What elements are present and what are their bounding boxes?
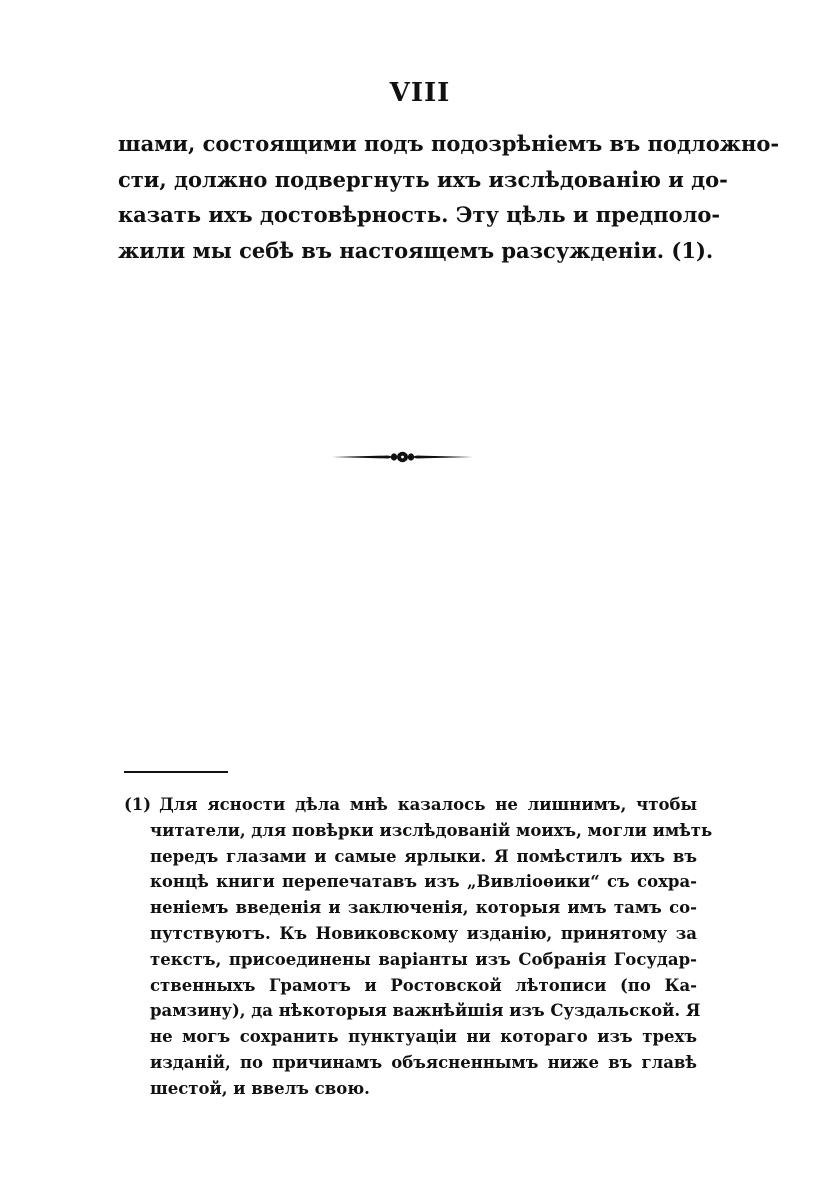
footnote-line: не могъ сохранить пунктуаціи ни котораго изъ трехъ — [150, 1027, 697, 1047]
footnote-line: ственныхъ Грамотъ и Ростовской лѣтописи (по Ка- — [150, 975, 697, 995]
footnote-line: путствуютъ. Къ Новиковскому изданію, принятому за — [150, 923, 697, 943]
main-text-block — [118, 126, 780, 268]
page-number: VIII — [389, 78, 451, 108]
footnote-line-text: Для ясности дѣла мнѣ казалось не лишнимъ, чтобы — [159, 795, 697, 814]
footnote-line: читатели, для повѣрки изслѣдованій моихъ, могли имѣть — [150, 820, 713, 840]
main-text-line: жили мы себѣ въ настоящемъ разсужденіи. (1). — [118, 237, 714, 263]
footnote-line: концѣ книги перепечатавъ изъ „Вивліоѳики“ съ сохра- — [150, 872, 697, 892]
main-text-line: сти, должно подвергнуть ихъ изслѣдованію и до- — [118, 166, 728, 192]
footnote-divider — [124, 771, 228, 773]
footnote-line: передъ глазами и самые ярлыки. Я помѣстилъ ихъ въ — [150, 846, 697, 866]
footnote-line: текстъ, присоединены варіанты изъ Собранія Государ- — [150, 949, 697, 969]
footnote-line: изданій, по причинамъ объясненнымъ ниже въ главѣ — [150, 1052, 697, 1072]
footnote-line: шестой, и ввелъ свою. — [150, 1078, 370, 1098]
footnote — [124, 792, 713, 1102]
divider-ornament-icon — [330, 447, 475, 467]
footnote-line: неніемъ введенія и заключенія, которыя имъ тамъ со- — [150, 898, 697, 918]
footnote-marker: (1) — [124, 795, 152, 814]
footnote-body — [124, 818, 713, 1102]
footnote-line: рамзину), да нѣкоторыя важнѣйшія изъ Суздальской. Я — [150, 1001, 701, 1021]
footnote-line-first — [124, 792, 697, 818]
main-text-line: шами, состоящими подъ подозрѣніемъ въ подложно- — [118, 131, 780, 156]
main-text-line: казать ихъ достовѣрность. Эту цѣль и предполо- — [118, 202, 721, 227]
